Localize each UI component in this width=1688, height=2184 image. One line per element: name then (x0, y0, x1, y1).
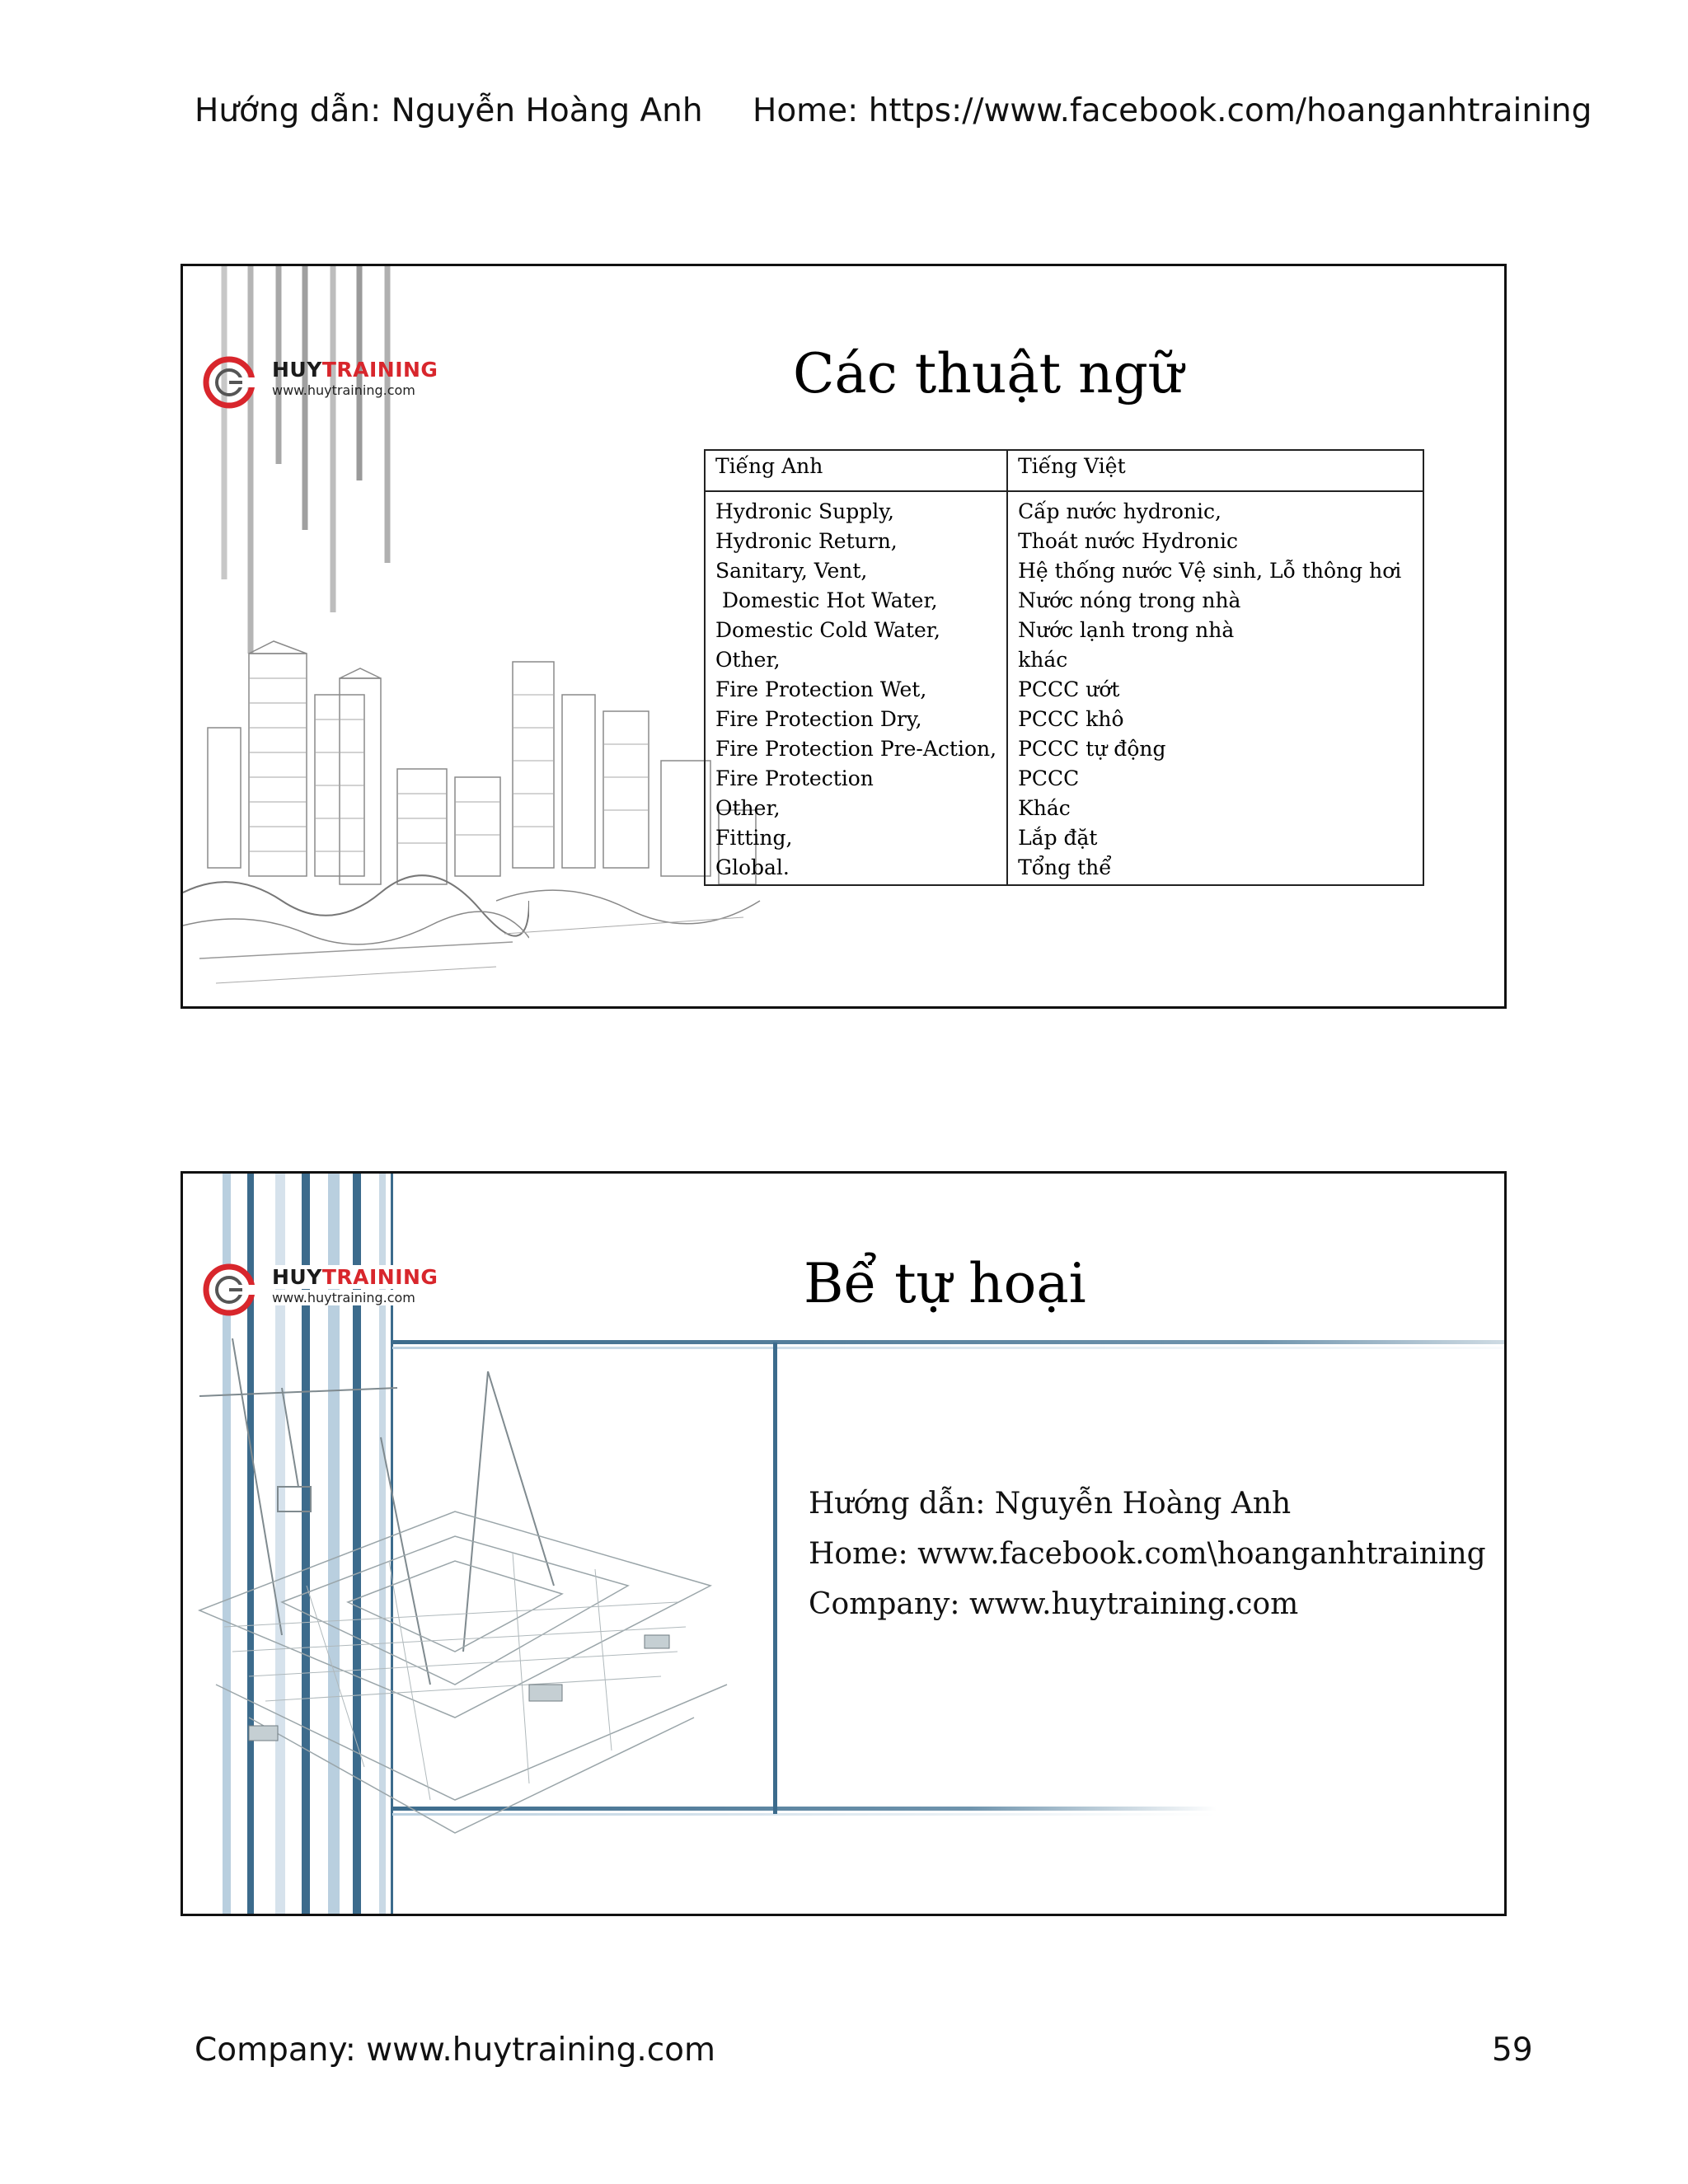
logo-circle-icon (199, 1260, 259, 1319)
term-vi: PCCC (1018, 766, 1080, 790)
logo-url: www.huytraining.com (272, 1290, 415, 1305)
slide1-title: Các thuật ngữ (793, 342, 1184, 405)
term-vi: Tổng thể (1018, 855, 1112, 879)
logo-circle-icon (199, 353, 259, 412)
header-home-link[interactable]: Home: https://www.facebook.com/hoanganhtraining (753, 92, 1592, 129)
slide-terms (181, 264, 1507, 1009)
term-en: Domestic Hot Water, (715, 588, 938, 612)
term-vi: PCCC tự động (1018, 737, 1166, 761)
term-en: Fire Protection (715, 766, 874, 790)
term-vi: Nước nóng trong nhà (1018, 588, 1241, 612)
logo-url: www.huytraining.com (272, 382, 415, 398)
terms-header-vietnamese: Tiếng Việt (1007, 450, 1423, 491)
term-en: Other, (715, 796, 781, 820)
info-instructor: Hướng dẫn: Nguyễn Hoàng Anh (809, 1487, 1292, 1521)
slide2-info-block (809, 1479, 1486, 1629)
logo-brand (272, 1265, 438, 1289)
logo-brand-dark: HUY (272, 358, 322, 382)
term-en: Domestic Cold Water, (715, 618, 940, 642)
term-vi: Nước lạnh trong nhà (1018, 618, 1235, 642)
term-vi: PCCC ướt (1018, 677, 1120, 701)
terms-table-header-row (705, 450, 1423, 491)
page-number: 59 (1492, 2032, 1533, 2069)
term-vi: Hệ thống nước Vệ sinh, Lỗ thông hơi (1018, 559, 1402, 583)
term-en: Global. (715, 855, 790, 879)
info-company[interactable]: Company: www.huytraining.com (809, 1587, 1299, 1621)
terms-table-body-row (705, 491, 1423, 885)
huytraining-logo (199, 1260, 438, 1326)
term-vi: Khác (1018, 796, 1071, 820)
huytraining-logo (199, 353, 438, 419)
logo-brand-dark: HUY (272, 1265, 322, 1289)
term-en: Hydronic Supply, (715, 499, 894, 523)
header-instructor: Hướng dẫn: Nguyễn Hoàng Anh (195, 92, 703, 129)
term-en: Other, (715, 648, 781, 672)
term-vi: Lắp đặt (1018, 826, 1098, 850)
slide-septic-tank (181, 1171, 1507, 1916)
logo-brand (272, 358, 438, 382)
logo-brand-red: TRAINING (321, 358, 438, 382)
term-en: Sanitary, Vent, (715, 559, 868, 583)
slide2-title: Bể tự hoại (804, 1252, 1086, 1315)
term-vi: Thoát nước Hydronic (1018, 529, 1239, 553)
info-home[interactable]: Home: www.facebook.com\hoanganhtraining (809, 1537, 1486, 1571)
term-en: Hydronic Return, (715, 529, 898, 553)
term-en: Fire Protection Pre-Action, (715, 737, 997, 761)
term-en: Fitting, (715, 826, 793, 850)
term-vi: PCCC khô (1018, 707, 1124, 731)
logo-brand-red: TRAINING (321, 1265, 438, 1289)
terms-english-cell (705, 491, 1007, 885)
terms-table (704, 449, 1424, 886)
term-vi: khác (1018, 648, 1068, 672)
terms-header-english: Tiếng Anh (705, 450, 1007, 491)
construction-sketch-illustration (183, 1338, 776, 1915)
footer-company[interactable]: Company: www.huytraining.com (195, 2032, 716, 2069)
terms-vietnamese-cell (1007, 491, 1423, 885)
term-en: Fire Protection Wet, (715, 677, 927, 701)
term-vi: Cấp nước hydronic, (1018, 499, 1221, 523)
term-en: Fire Protection Dry, (715, 707, 922, 731)
